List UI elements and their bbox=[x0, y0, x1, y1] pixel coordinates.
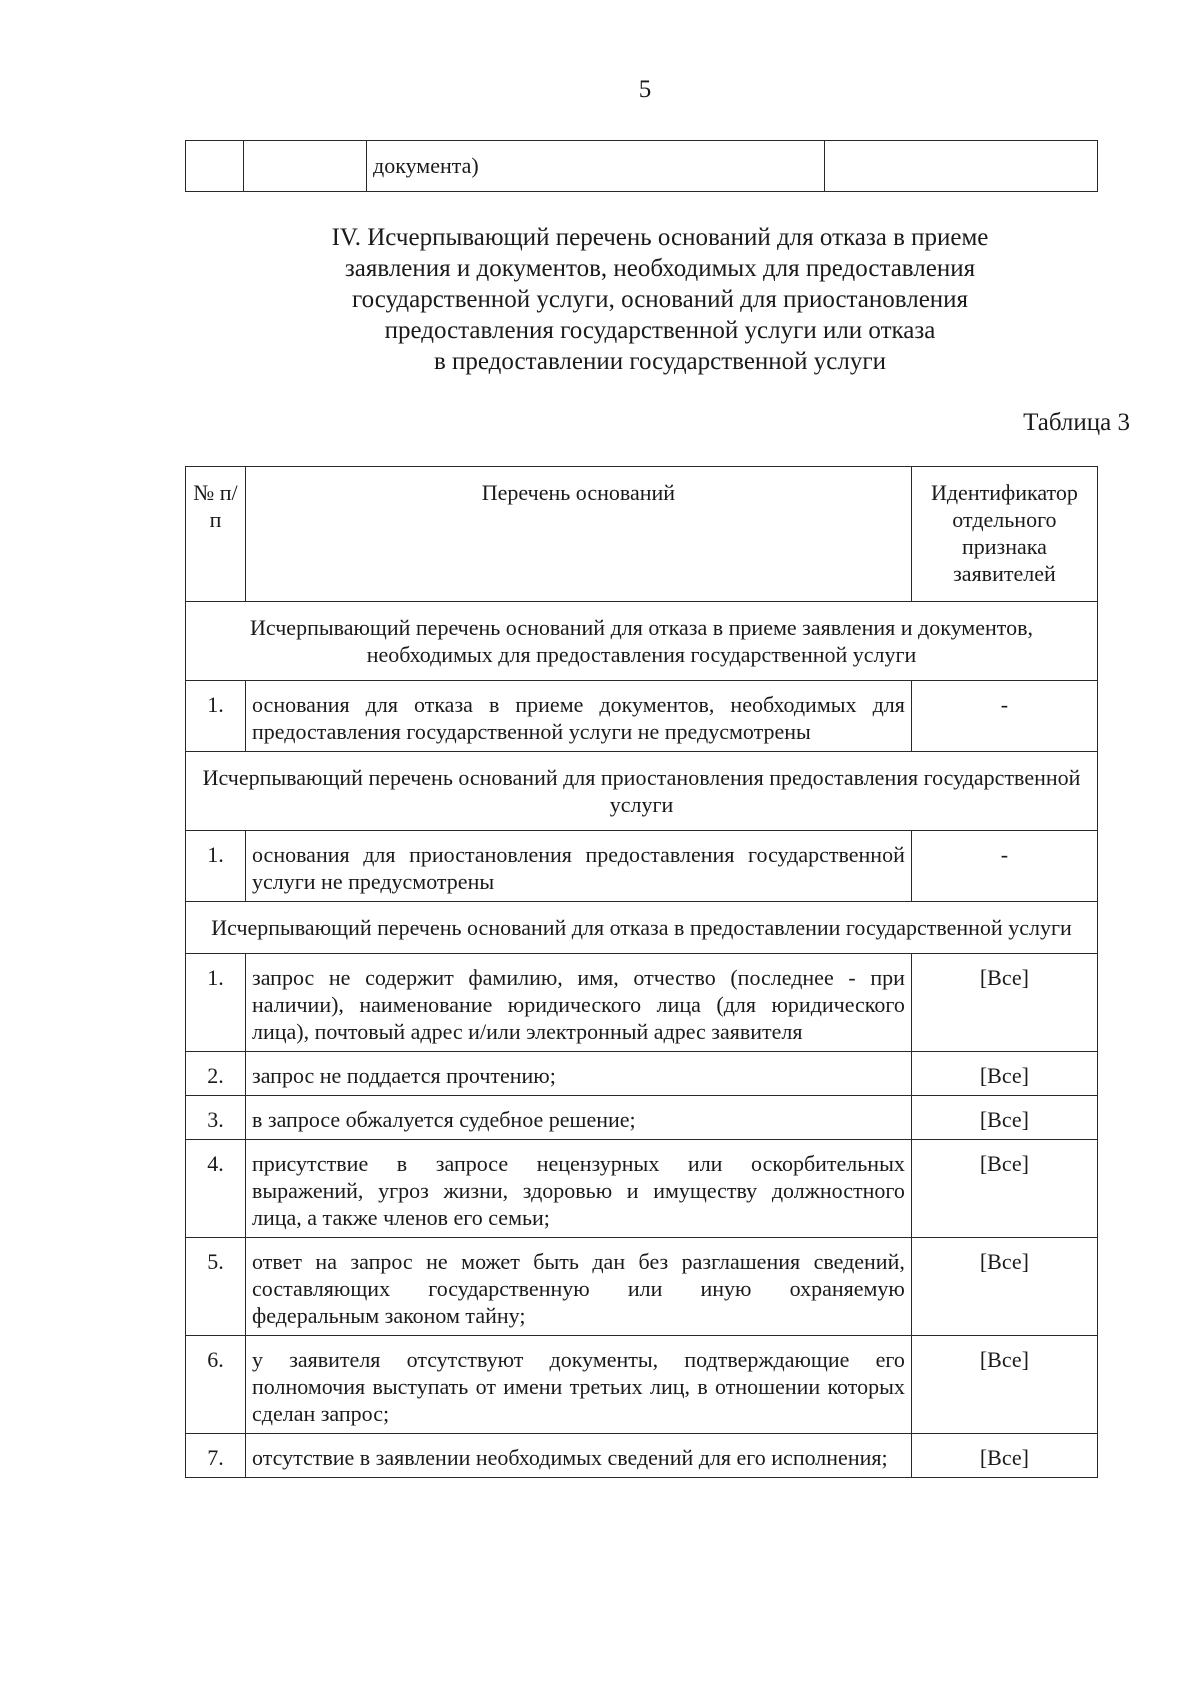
row-num: 7. bbox=[186, 1434, 246, 1478]
table-caption: Таблица 3 bbox=[1023, 409, 1130, 436]
row-text: отсутствие в заявлении необходимых сведений для его исполнения; bbox=[246, 1434, 912, 1478]
section-title: Исчерпывающий перечень оснований для отказа в предоставлении государственной услуги bbox=[186, 902, 1098, 954]
table-row bbox=[186, 1434, 1098, 1478]
section-title: Исчерпывающий перечень оснований для отказа в приеме заявления и документов, необходимых для предоставления государственной услуги bbox=[186, 602, 1098, 681]
heading-line: заявления и документов, необходимых для предоставления bbox=[344, 255, 976, 282]
table-row bbox=[186, 1052, 1098, 1096]
row-identifier: [Все] bbox=[911, 1096, 1097, 1140]
row-identifier: - bbox=[911, 681, 1097, 752]
row-text: запрос не поддается прочтению; bbox=[246, 1052, 912, 1096]
row-identifier: [Все] bbox=[911, 1238, 1097, 1336]
row-text: запрос не содержит фамилию, имя, отчество (последнее - при наличии), наименование юридического лица (для юридического лица), почтовый адрес и/или электронный адрес заявителя bbox=[246, 954, 912, 1052]
table-cell bbox=[186, 141, 244, 192]
table-row bbox=[186, 681, 1098, 752]
row-identifier: [Все] bbox=[911, 1434, 1097, 1478]
row-num: 3. bbox=[186, 1096, 246, 1140]
table-row bbox=[186, 1140, 1098, 1238]
row-num: 6. bbox=[186, 1336, 246, 1434]
section-title: Исчерпывающий перечень оснований для приостановления предоставления государственной услуги bbox=[186, 752, 1098, 831]
row-identifier: [Все] bbox=[911, 954, 1097, 1052]
row-text: у заявителя отсутствуют документы, подтверждающие его полномочия выступать от имени третьих лиц, в отношении которых сделан запрос; bbox=[246, 1336, 912, 1434]
table-header-row bbox=[186, 467, 1098, 602]
row-text: основания для приостановления предоставления государственной услуги не предусмотрены bbox=[246, 831, 912, 902]
continuation-table bbox=[185, 140, 1098, 192]
table-row bbox=[186, 1336, 1098, 1434]
row-identifier: [Все] bbox=[911, 1336, 1097, 1434]
row-num: 1. bbox=[186, 954, 246, 1052]
section-title-row bbox=[186, 902, 1098, 954]
row-text: ответ на запрос не может быть дан без разглашения сведений, составляющих государственную или иную охраняемую федеральным законом тайну; bbox=[246, 1238, 912, 1336]
table-row bbox=[186, 1096, 1098, 1140]
heading-line: IV. Исчерпывающий перечень оснований для отказа в приеме bbox=[331, 224, 989, 251]
section-title-row bbox=[186, 602, 1098, 681]
row-identifier: - bbox=[911, 831, 1097, 902]
row-num: 1. bbox=[186, 681, 246, 752]
row-text: в запросе обжалуется судебное решение; bbox=[246, 1096, 912, 1140]
heading-line: в предоставлении государственной услуги bbox=[433, 348, 887, 375]
page-number: 5 bbox=[638, 76, 652, 103]
section-title-row bbox=[186, 752, 1098, 831]
table-cell bbox=[825, 141, 1098, 192]
table-row bbox=[186, 954, 1098, 1052]
row-identifier: [Все] bbox=[911, 1052, 1097, 1096]
row-num: 5. bbox=[186, 1238, 246, 1336]
row-num: 4. bbox=[186, 1140, 246, 1238]
header-num: № п/п bbox=[186, 467, 246, 602]
row-num: 1. bbox=[186, 831, 246, 902]
row-text: основания для отказа в приеме документов, необходимых для предоставления государственной услуги не предусмотрены bbox=[246, 681, 912, 752]
row-num: 2. bbox=[186, 1052, 246, 1096]
table-row bbox=[186, 141, 1098, 192]
table-row bbox=[186, 831, 1098, 902]
table-cell bbox=[244, 141, 367, 192]
header-identifier: Идентификатор отдельного признака заявителей bbox=[911, 467, 1097, 602]
section-heading bbox=[160, 222, 1160, 377]
heading-line: государственной услуги, оснований для приостановления bbox=[351, 286, 969, 313]
table-cell: документа) bbox=[367, 141, 825, 192]
table-row bbox=[186, 1238, 1098, 1336]
row-identifier: [Все] bbox=[911, 1140, 1097, 1238]
grounds-table bbox=[185, 466, 1098, 1478]
header-grounds: Перечень оснований bbox=[246, 467, 912, 602]
heading-line: предоставления государственной услуги или отказа bbox=[384, 317, 936, 344]
row-text: присутствие в запросе нецензурных или оскорбительных выражений, угроз жизни, здоровью и имуществу должностного лица, а также членов его семьи; bbox=[246, 1140, 912, 1238]
